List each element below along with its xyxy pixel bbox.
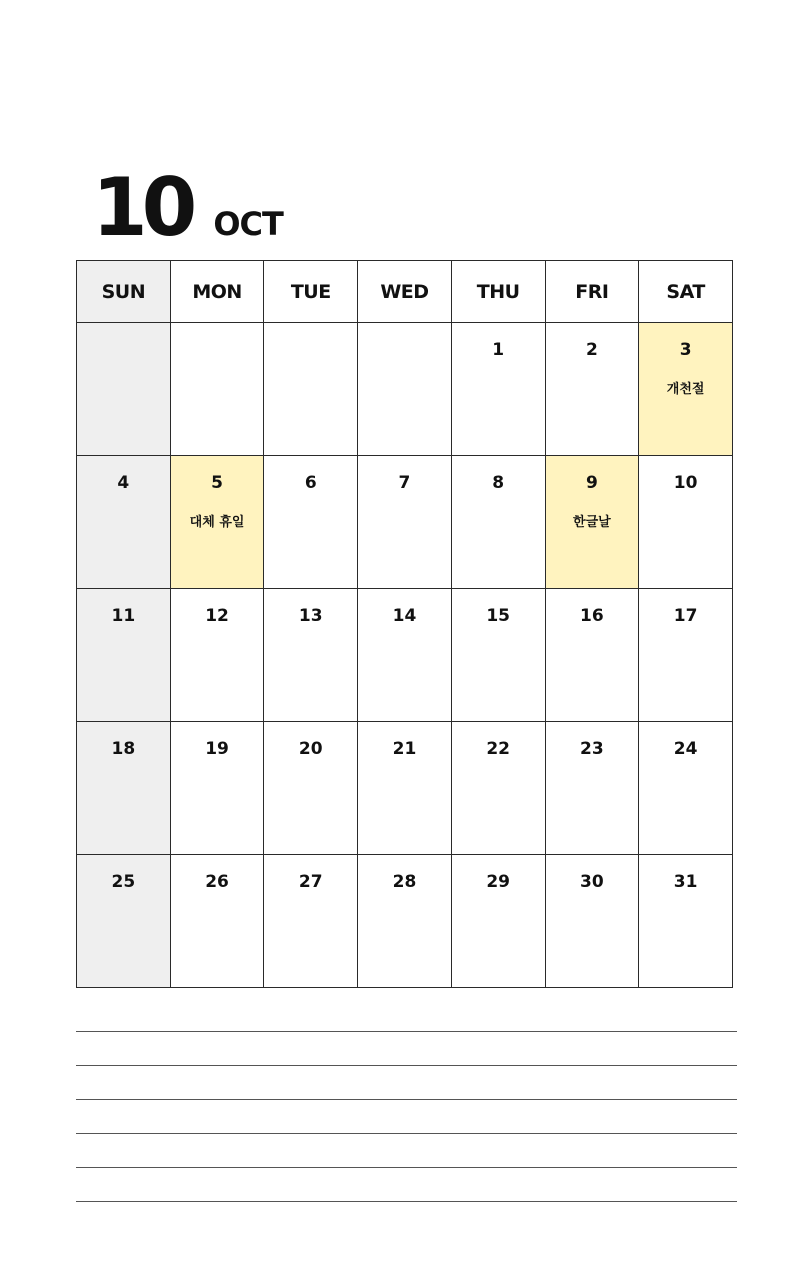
day-cell[interactable] <box>639 589 733 722</box>
holiday-label: 개천절 <box>666 382 705 397</box>
week-row <box>77 855 733 988</box>
day-number: 1 <box>492 340 505 360</box>
day-number: 2 <box>585 340 598 360</box>
day-cell[interactable] <box>358 589 452 722</box>
day-number: 18 <box>111 739 136 759</box>
day-number: 22 <box>486 739 510 759</box>
holiday-label: 한글날 <box>573 515 611 530</box>
day-cell[interactable] <box>264 855 358 988</box>
note-line[interactable] <box>76 1167 737 1201</box>
day-number: 20 <box>298 739 323 759</box>
note-line[interactable] <box>76 1133 737 1167</box>
month-number: 10 <box>92 161 192 254</box>
day-cell[interactable] <box>639 722 733 855</box>
day-cell[interactable] <box>451 855 545 988</box>
weekday-header-sat: SAT <box>639 261 733 323</box>
day-number: 28 <box>392 872 417 892</box>
month-header <box>92 161 283 254</box>
day-cell[interactable] <box>545 855 639 988</box>
day-number: 13 <box>298 606 323 626</box>
day-number: 30 <box>580 872 604 892</box>
day-cell[interactable] <box>170 589 264 722</box>
day-number: 5 <box>211 473 223 493</box>
day-cell[interactable] <box>170 722 264 855</box>
day-cell[interactable] <box>358 456 452 589</box>
week-row <box>77 589 733 722</box>
day-cell[interactable] <box>639 855 733 988</box>
day-cell-holiday[interactable] <box>639 323 733 456</box>
day-number: 11 <box>111 606 136 626</box>
day-cell[interactable] <box>358 722 452 855</box>
month-name: OCT <box>213 205 283 243</box>
day-cell[interactable] <box>358 323 452 456</box>
day-number: 8 <box>492 473 505 493</box>
day-cell[interactable] <box>77 722 171 855</box>
weekday-header-tue: TUE <box>264 261 358 323</box>
weekday-header-mon: MON <box>170 261 264 323</box>
day-cell[interactable] <box>358 855 452 988</box>
notes-area[interactable] <box>76 1031 737 1235</box>
day-cell[interactable] <box>451 589 545 722</box>
holiday-label: 대체 휴일 <box>189 515 245 530</box>
weekday-header-row <box>77 261 733 323</box>
day-cell[interactable] <box>545 589 639 722</box>
day-cell[interactable] <box>77 456 171 589</box>
day-cell[interactable] <box>264 456 358 589</box>
weekday-header-fri: FRI <box>545 261 639 323</box>
day-cell[interactable] <box>170 855 264 988</box>
day-cell[interactable] <box>451 722 545 855</box>
day-cell[interactable] <box>77 323 171 456</box>
day-number: 25 <box>111 872 136 892</box>
day-number: 9 <box>585 473 598 493</box>
day-number: 6 <box>304 473 317 493</box>
day-number: 7 <box>398 473 411 493</box>
day-cell[interactable] <box>451 323 545 456</box>
day-cell-holiday[interactable] <box>545 456 639 589</box>
note-line[interactable] <box>76 1031 737 1065</box>
day-number: 31 <box>673 872 698 892</box>
day-cell[interactable] <box>170 323 264 456</box>
day-number: 26 <box>205 872 229 892</box>
note-line[interactable] <box>76 1099 737 1133</box>
day-number: 12 <box>205 606 229 626</box>
calendar-grid <box>76 260 733 988</box>
weekday-header-wed: WED <box>358 261 452 323</box>
week-row <box>77 722 733 855</box>
day-cell[interactable] <box>264 589 358 722</box>
day-cell[interactable] <box>264 722 358 855</box>
day-number: 21 <box>392 739 417 759</box>
day-number: 29 <box>486 872 510 892</box>
day-number: 14 <box>392 606 417 626</box>
day-number: 3 <box>679 340 692 360</box>
day-number: 15 <box>486 606 510 626</box>
day-cell[interactable] <box>545 323 639 456</box>
week-row <box>77 456 733 589</box>
note-line[interactable] <box>76 1065 737 1099</box>
day-cell[interactable] <box>639 456 733 589</box>
note-line[interactable] <box>76 1201 737 1235</box>
weekday-header-thu: THU <box>451 261 545 323</box>
day-cell[interactable] <box>451 456 545 589</box>
day-number: 4 <box>117 473 130 493</box>
day-number: 27 <box>298 872 323 892</box>
day-cell[interactable] <box>77 589 171 722</box>
day-number: 24 <box>673 739 698 759</box>
day-cell[interactable] <box>77 855 171 988</box>
day-cell-holiday[interactable] <box>170 456 264 589</box>
day-cell[interactable] <box>264 323 358 456</box>
day-cell[interactable] <box>545 722 639 855</box>
day-number: 16 <box>580 606 604 626</box>
day-number: 10 <box>673 473 698 493</box>
day-number: 19 <box>205 739 229 759</box>
week-row <box>77 323 733 456</box>
day-number: 17 <box>673 606 698 626</box>
day-number: 23 <box>580 739 604 759</box>
weekday-header-sun: SUN <box>77 261 171 323</box>
